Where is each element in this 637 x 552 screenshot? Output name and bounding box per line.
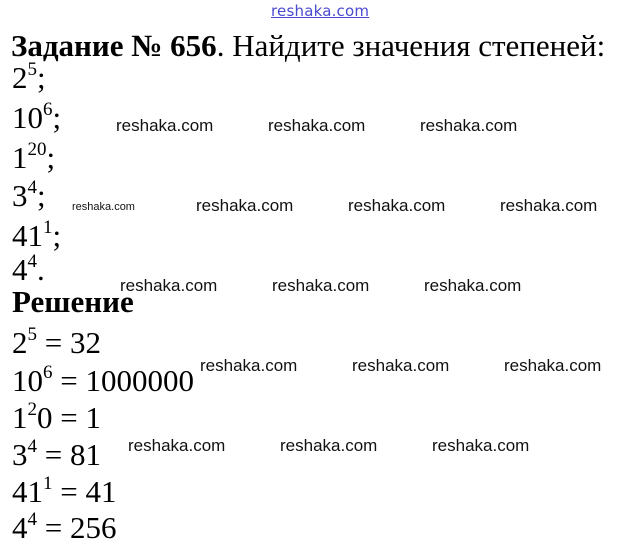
watermark-text: reshaka.com bbox=[420, 116, 518, 135]
watermark-text: reshaka.com bbox=[116, 116, 214, 135]
watermark-text: reshaka.com bbox=[352, 356, 450, 375]
task-line: $3^4$; bbox=[12, 177, 46, 213]
watermark-text: reshaka.com bbox=[432, 436, 530, 455]
watermark-text: reshaka.com bbox=[272, 276, 370, 295]
task-line: $1^{20}$; bbox=[12, 139, 56, 175]
watermark-text: reshaka.com bbox=[500, 196, 598, 215]
task-line: $41^1$; bbox=[12, 217, 62, 253]
watermark-text: reshaka.com bbox=[200, 356, 298, 375]
watermark-text: reshaka.com bbox=[424, 276, 522, 295]
task-text: . Найдите значения степеней: bbox=[216, 28, 606, 63]
task-number: Задание № 656 bbox=[11, 28, 217, 63]
task-line: $4^4$. bbox=[12, 251, 45, 287]
solution-line: $1^20 = 1$ bbox=[12, 399, 101, 435]
solution-title: Решение bbox=[12, 284, 134, 319]
solution-line: $4^4 = 256$ bbox=[12, 509, 117, 545]
watermark-text: reshaka.com bbox=[196, 196, 294, 215]
watermark-text: reshaka.com bbox=[120, 276, 218, 295]
watermark-text: reshaka.com bbox=[504, 356, 602, 375]
watermark-text: reshaka.com bbox=[348, 196, 446, 215]
task-heading bbox=[11, 28, 605, 64]
solution-line: $2^5 = 32$ bbox=[12, 324, 101, 360]
site-link[interactable]: reshaka.com bbox=[271, 2, 370, 20]
watermark-text: reshaka.com bbox=[128, 436, 226, 455]
watermark-text: reshaka.com bbox=[72, 201, 135, 213]
solution-line: $41^1 = 41$ bbox=[12, 473, 117, 509]
task-line: $10^6$; bbox=[12, 99, 62, 135]
solution-line: $3^4 = 81$ bbox=[12, 436, 101, 472]
watermark-text: reshaka.com bbox=[280, 436, 378, 455]
solution-line: $10^6 = 1000000$ bbox=[12, 362, 194, 398]
task-line: $2^5$; bbox=[12, 59, 46, 95]
watermark-text: reshaka.com bbox=[268, 116, 366, 135]
